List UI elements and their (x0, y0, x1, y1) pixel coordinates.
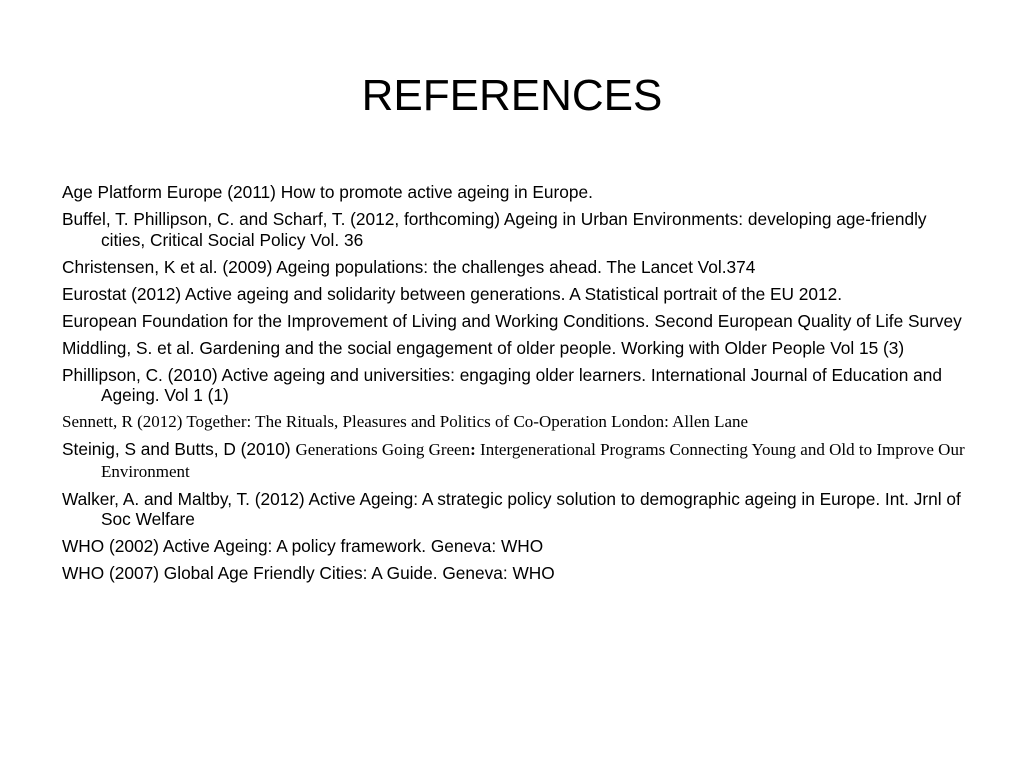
reference-item: Christensen, K et al. (2009) Ageing populations: the challenges ahead. The Lancet Vol.374 (62, 256, 756, 277)
reference-item: WHO (2007) Global Age Friendly Cities: A Guide. Geneva: WHO (62, 563, 555, 583)
reference-item: Phillipson, C. (2010) Active ageing and universities: engaging older learners. International Journal of Education and Ageing. Vol 1 (1) (62, 364, 942, 405)
reference-item: Sennett, R (2012) Together: The Rituals, Pleasures and Politics of Co-Operation London: Allen Lane (62, 412, 749, 431)
reference-item: Eurostat (2012) Active ageing and solidarity between generations. A Statistical portrait of the EU 2012. (62, 283, 843, 304)
reference-subtitle: Intergenerational Programs Connecting Young and Old to Improve Our Environment (101, 440, 965, 481)
reference-item: Age Platform Europe (2011) How to promote active ageing in Europe. (62, 182, 593, 202)
reference-title: Generations Going Green (295, 440, 471, 459)
reference-item: Middling, S. et al. Gardening and the social engagement of older people. Working with Older People Vol 15 (3) (62, 337, 905, 358)
reference-item-steinig (62, 439, 972, 482)
reference-item: WHO (2002) Active Ageing: A policy framework. Geneva: WHO (62, 536, 544, 556)
reference-item: Buffel, T. Phillipson, C. and Scharf, T. (2012, forthcoming) Ageing in Urban Environments: developing age-friendly cities, Critical Social Policy Vol. 36 (62, 209, 927, 250)
reference-title-colon: : (470, 440, 476, 459)
slide-title: REFERENCES (361, 71, 663, 120)
reference-authors: Steinig, S and Butts, D (2010) (62, 439, 296, 459)
reference-item: European Foundation for the Improvement of Living and Working Conditions. Second European Quality of Life Survey (62, 310, 962, 331)
reference-item: Walker, A. and Maltby, T. (2012) Active Ageing: A strategic policy solution to demographic ageing in Europe. Int. Jrnl of Soc Welfare (62, 488, 961, 529)
reference-list (62, 182, 972, 590)
